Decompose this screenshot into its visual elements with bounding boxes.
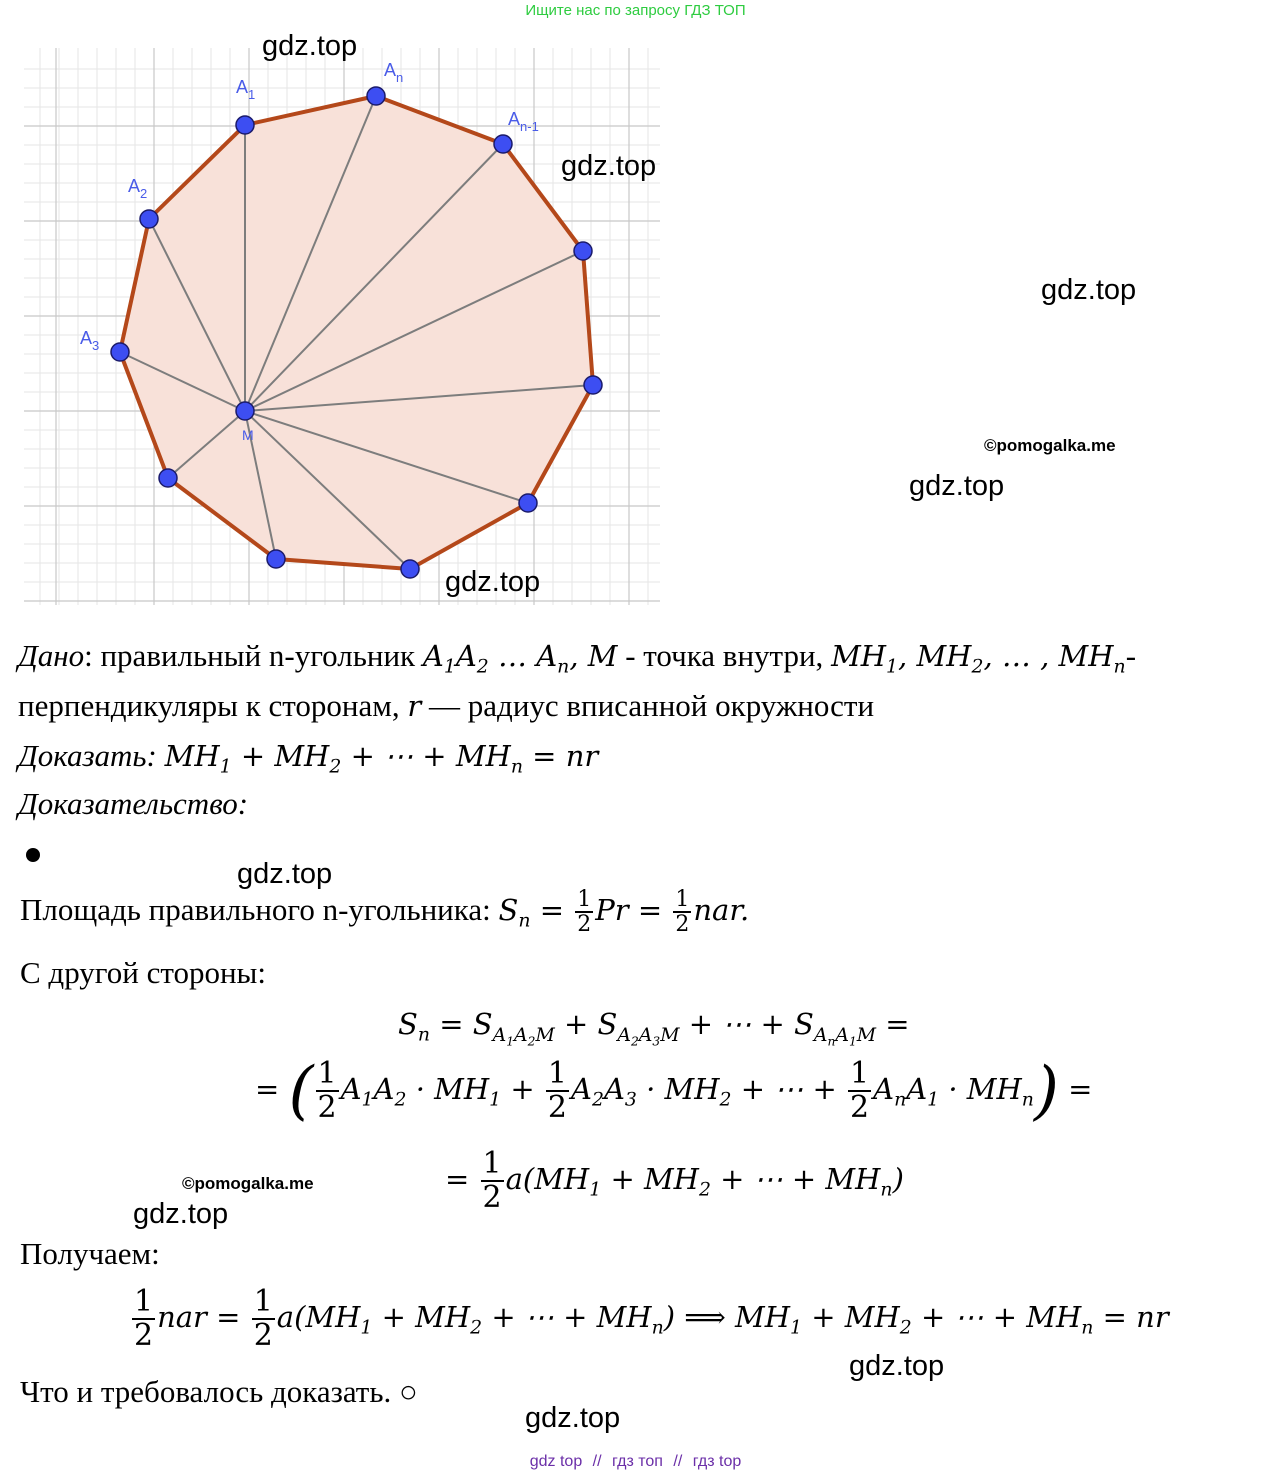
top-banner[interactable]: Ищите нас по запросу ГДЗ ТОП: [525, 2, 746, 19]
given-perp-formula: $MH_1$, $MH_2$, … , $MH_n$: [831, 639, 1126, 678]
expanded-formula: = ( $\frac{1}{2}$ $A_1A_2 \cdot MH_1$ + $\frac{1}{2}$ $A_2A_3 \cdot MH_2$ + ⋯ + $\frac{1}{2}$ $A_nA_1 \cdot MH_n$) =: [255, 1053, 1093, 1128]
prove-formula: $MH_1 + MH_2$ + ⋯ + $MH_n$ = nr: [164, 739, 599, 778]
vertex-an: [367, 87, 385, 105]
copyright-mark: ©pomogalka.me: [984, 436, 1116, 455]
footer-links: [0, 1453, 1271, 1471]
result-formula: $\frac{1}{2}$ nar = $\frac{1}{2}$ $a(MH_1 + MH_2$ + ⋯ + $MH_n$) ⟹ $MH_1 + MH_2$ + ⋯ + $MH_n$ = nr: [134, 1284, 1169, 1353]
vertex: [584, 376, 602, 394]
watermark: gdz.top: [237, 858, 333, 890]
svg-text:A3: $A_3$: [80, 328, 100, 353]
area-text: Площадь правильного n-угольника:: [20, 892, 499, 928]
vertex: [159, 469, 177, 487]
given-line-2: [18, 690, 874, 721]
given-text-4: — радиус вписанной окружности: [421, 688, 875, 723]
footer-separator: //: [673, 1453, 683, 1470]
watermark: gdz.top: [262, 30, 358, 62]
label-m: M: [242, 427, 254, 443]
prove-line: [18, 738, 599, 778]
sum-areas-formula: $S_n = S_{A_1A_2M} + S_{A_2A_3M}$ + ⋯ + $S_{A_nA_1M}$ =: [398, 1007, 910, 1048]
given-label: Дано: [18, 638, 85, 673]
vertex-a3: [111, 343, 129, 361]
radius-symbol: r: [407, 689, 422, 723]
watermark: gdz.top: [849, 1350, 945, 1382]
vertex: [574, 242, 592, 260]
watermark: gdz.top: [133, 1198, 229, 1230]
given-polygon-formula: $A_1A_2$ … $A_n$, M: [422, 639, 618, 678]
given-text-2: - точка внутри,: [617, 638, 832, 673]
label-an: A: [384, 60, 397, 80]
proof-label: Доказательство:: [18, 786, 249, 821]
vertex: [519, 494, 537, 512]
svg-text:An-1: $A_{n-1}$: [508, 109, 539, 134]
given-text-3: перпендикуляры к сторонам,: [18, 688, 408, 723]
area-line: [20, 888, 749, 936]
footer-link[interactable]: гдз top: [692, 1453, 742, 1470]
polygon-figure: [20, 48, 665, 608]
vertex: [401, 560, 419, 578]
qed-text: Что и требовалось доказать. ○: [20, 1374, 418, 1409]
watermark: gdz.top: [909, 470, 1005, 502]
area-formula: $S_n$ = $\frac{1}{2}$ Pr = $\frac{1}{2}$ nar.: [498, 887, 750, 938]
label-an-1: A: [508, 109, 521, 129]
given-line-1: Дано: правильный n-угольник $A_1A_2$ … $A_n$, M - точка внутри, $MH_1$, $MH_2$, … , $MH_n-$: [18, 638, 1137, 678]
footer-separator: //: [592, 1453, 602, 1470]
bullet-dot: [26, 848, 40, 862]
watermark: gdz.top: [1041, 274, 1137, 306]
given-text-1: : правильный n-угольник: [84, 638, 423, 673]
label-a1: A: [236, 77, 249, 97]
svg-text:A1: $A_1$: [236, 77, 256, 102]
svg-text:An: $A_n$: [384, 60, 404, 85]
point-m: [236, 402, 254, 420]
other-side-text: С другой стороны:: [20, 955, 267, 990]
watermark: gdz.top: [445, 566, 541, 598]
vertex-a1: [236, 116, 254, 134]
vertex-a2: [140, 210, 158, 228]
label-a2: A: [128, 176, 141, 196]
copyright-mark: ©pomogalka.me: [182, 1174, 314, 1193]
watermark: gdz.top: [561, 150, 657, 182]
prove-label: Доказать:: [18, 738, 157, 773]
svg-text:A2: $A_2$: [128, 176, 148, 201]
footer-link[interactable]: гдз топ: [612, 1453, 663, 1470]
factored-formula: = $\frac{1}{2}$ $a(MH_1 + MH_2$ + ⋯ + $MH_n$): [445, 1146, 904, 1215]
get-text: Получаем:: [20, 1236, 160, 1271]
label-a3: A: [80, 328, 93, 348]
vertex: [267, 550, 285, 568]
watermark: gdz.top: [525, 1402, 621, 1434]
vertex-an-1: [494, 135, 512, 153]
footer-link[interactable]: gdz top: [529, 1453, 583, 1470]
